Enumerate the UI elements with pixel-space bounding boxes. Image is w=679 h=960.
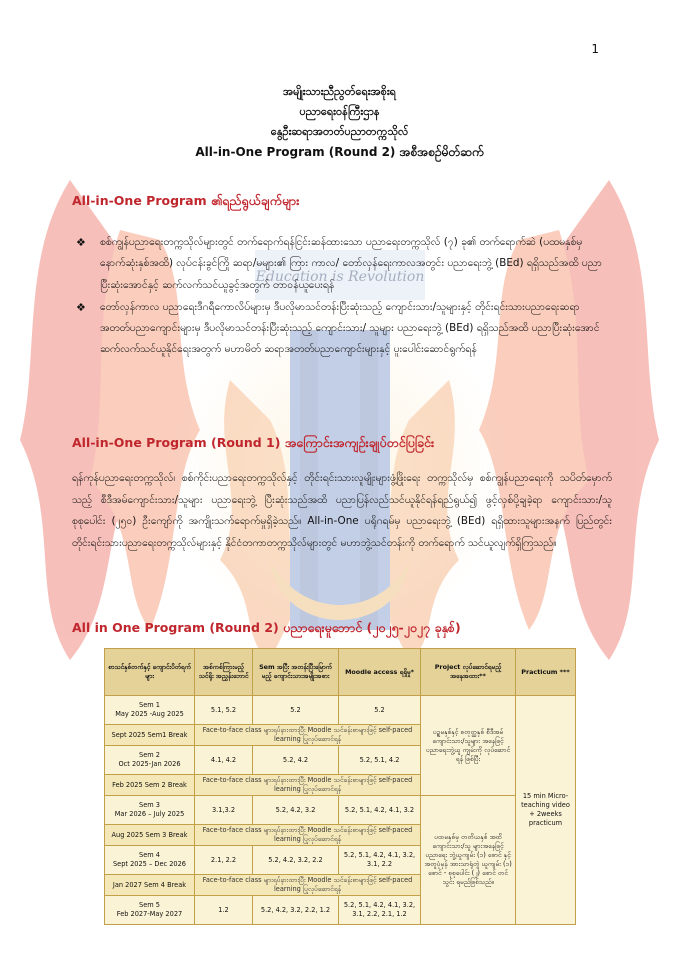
break-note-cell: Face-to-face class များရပ်နားထားပြီး Moodle သင်ခန်းစာများဖြင့် self-paced learning ပြုလုပ်ဆောင်ရန် bbox=[195, 875, 421, 896]
break-note-cell: Face-to-face class များရပ်နားထားပြီး Moodle သင်ခန်းစာများဖြင့် self-paced learning ပြုလုပ်ဆောင်ရန် bbox=[195, 775, 421, 796]
moodle-cell: 5.2, 5.1, 4.2 bbox=[339, 746, 421, 775]
break-label-cell: Jan 2027 Sem 4 Break bbox=[105, 875, 195, 896]
semester-cell: Sem 4 Sept 2025 – Dec 2026 bbox=[105, 846, 195, 875]
moodle-cell: 5.2, 5.1, 4.2, 4.1, 3.2 bbox=[339, 796, 421, 825]
diamond-bullet-icon: ❖ bbox=[76, 236, 86, 249]
project-note-cell: ပဉ္စမနှစ်နှင့် စတုတ္ထနှစ် စီဒီအမ် ကျောင်းသား/သူများ အနေဖြင့် ပညာရေးဘွဲ့ယူ ကျမ်းကို လုပ်ဆောင်ရန် ဖြစ်ပြီး bbox=[421, 696, 516, 796]
round1-summary: ရန်ကုန်ပညာရေးတက္ကသိုလ်၊ စစ်ကိုင်းပညာရေးတက္ကသိုလ်နှင့် တိုင်းရင်းသားလူမျိုးများဖွံ့ဖြိုးရေး တက္ကသိုလ်မှ စစ်ကျွန်ပညာရေးကို သပိတ်မှောက်သည့် စီဒီအမ်ကျောင်းသား/သူများ ပညာရေးဘွဲ့ ပြီးဆုံးသည်အထိ ပညာပြန်လည်သင်ယူနိုင်ရန်ရည်ရွယ်၍ ဖွင့်လှစ်ပို့ချခဲ့ရာ ကျောင်းသား/သူ စုစုပေါင်း (၂၅၀) ဦးကျော်ကို အကျိုးသက်ရောက်မှုရှိခဲ့သည်။ All-in-One ပရိုဂရမ်မှ ပညာရေးဘွဲ့ (BEd) ရရှိထားသူများအနက် ပြည်တွင်း တိုင်းရင်းသားပညာရေးတက္ကသိုလ်များနှင့် နိုင်ငံတကာတက္ကသိုလ်များတွင် မဟာဘွဲ့သင်တန်းကို တက်ရောက် သင်ယူလျက်ရှိကြသည်။ bbox=[72, 472, 612, 549]
break-label-cell: Aug 2025 Sem 3 Break bbox=[105, 825, 195, 846]
break-label-cell: Sept 2025 Sem1 Break bbox=[105, 725, 195, 746]
header-cell-moodle: Moodle access ရရှိမှု* bbox=[339, 649, 421, 696]
practicum-cell: 15 min Micro-teaching video + 2weeks practicum bbox=[516, 696, 576, 925]
program-schedule-table bbox=[104, 648, 576, 925]
header-cell-semester: စာသင်နှစ်တက်နှင့် ကျောင်းပိတ်ရက်များ bbox=[105, 649, 195, 696]
header-ministry: ပညာရေးဝန်ကြီးဌာန bbox=[299, 105, 380, 118]
header-cell-completing: Sem အပြီး အတန်းပြီးမြောက်မည့် ကျောင်းသားအမျိုးအစား bbox=[253, 649, 339, 696]
header-cell-practicum: Practicum *** bbox=[516, 649, 576, 696]
page-number: 1 bbox=[591, 42, 599, 56]
objective-item bbox=[72, 297, 612, 361]
objective-text: စစ်ကျွန်ပညာရေးတက္ကသိုလ်များတွင် တက်ရောက်ရန်ငြင်းဆန်ထားသော ပညာရေးတက္ကသိုလ် (၇) ခု၏ တက်ရောက်ဆဲ (ပထမနှစ်မှ နောက်ဆုံးနှစ်အထိ) လုပ်ငန်းခွင်ကြို ဆရာ/မများ၏ ကြား ကာလ/ တော်လှန်ရေးကာလအတွင်း ပညာရေးဘွဲ့ (BEd) ရရှိသည်အထိ ပညာပြီးဆုံးအောင်နှင့် ဆက်လက်သင်ယူခွင့်အတွက် တာဝန်ယူပေးရန် bbox=[100, 236, 603, 291]
table-row bbox=[105, 796, 576, 825]
break-note-cell: Face-to-face class များရပ်နားထားပြီး Moodle သင်ခန်းစာများဖြင့် self-paced learning ပြုလုပ်ဆောင်ရန် bbox=[195, 725, 421, 746]
semester-cell: Sem 3 Mar 2026 – July 2025 bbox=[105, 796, 195, 825]
break-note-cell: Face-to-face class များရပ်နားထားပြီး Moodle သင်ခန်းစာများဖြင့် self-paced learning ပြုလုပ်ဆောင်ရန် bbox=[195, 825, 421, 846]
courses-cell: 1.2 bbox=[195, 896, 253, 925]
completing-cell: 5.2 bbox=[253, 696, 339, 725]
objective-text: တော်လှန်ကာလ ပညာရေးဒီဂရီကောလိပ်များမှ ဒီပလိုမာသင်တန်းပြီးဆုံးသည့် ကျောင်းသား/သူများနှင့် တိုင်းရင်းသားပညာရေးဆရာအတတ်ပညာကျောင်းများမှ ဒီပလိုမာသင်တန်းပြီးဆုံးသည့် ကျောင်းသား/ သူများ ပညာရေးဘွဲ့ (BEd) ရရှိသည်အထိ ပညာပြီးဆုံးအောင်ဆက်လက်သင်ယူနိုင်ရေးအတွက် မဟာမိတ် ဆရာအတတ်ပညာကျောင်းများနှင့် ပူးပေါင်းဆောင်ရွက်ရန် bbox=[100, 300, 600, 356]
semester-cell: Sem 5 Feb 2027-May 2027 bbox=[105, 896, 195, 925]
header-cell-courses: အစ်ကစ်ကြားမည့်သင်ရိုး အညွှန်းဘောင် bbox=[195, 649, 253, 696]
table-row bbox=[105, 696, 576, 725]
table-header-row bbox=[105, 649, 576, 696]
courses-cell: 2.1, 2.2 bbox=[195, 846, 253, 875]
moodle-cell: 5.2, 5.1, 4.2, 4.1, 3.2, 3.1, 2.2, 2.1, 1.2 bbox=[339, 896, 421, 925]
objectives-list bbox=[72, 232, 612, 362]
objectives-heading: All-in-One Program ၏ရည်ရွယ်ချက်များ bbox=[72, 193, 300, 208]
round1-heading: All-in-One Program (Round 1) အကြောင်းအကျဉ်းချုပ်တင်ပြခြင်း bbox=[72, 435, 435, 450]
semester-cell: Sem 2 Oct 2025-Jan 2026 bbox=[105, 746, 195, 775]
header-government: အမျိုးသားညီညွတ်ရေးအစိုးရ bbox=[283, 85, 396, 98]
break-label-cell: Feb 2025 Sem 2 Break bbox=[105, 775, 195, 796]
header-cell-project: Project လုပ်ဆောင်ရမည့်အနေအထား** bbox=[421, 649, 516, 696]
document-header bbox=[0, 82, 679, 162]
courses-cell: 3.1,3.2 bbox=[195, 796, 253, 825]
moodle-cell: 5.2 bbox=[339, 696, 421, 725]
objective-item bbox=[72, 232, 612, 296]
diamond-bullet-icon: ❖ bbox=[76, 300, 86, 314]
courses-cell: 5.1, 5.2 bbox=[195, 696, 253, 725]
moodle-cell: 5.2, 5.1, 4.2, 4.1, 3.2, 3.1, 2.2 bbox=[339, 846, 421, 875]
completing-cell: 5.2, 4.2, 3.2, 2.2, 1.2 bbox=[253, 896, 339, 925]
header-university: နွေဦးဆရာအတတ်ပညာတက္ကသိုလ် bbox=[270, 125, 409, 138]
completing-cell: 5.2, 4.2, 3.2, 2.2 bbox=[253, 846, 339, 875]
completing-cell: 5.2, 4.2 bbox=[253, 746, 339, 775]
semester-cell: Sem 1 May 2025 -Aug 2025 bbox=[105, 696, 195, 725]
completing-cell: 5.2, 4.2, 3.2 bbox=[253, 796, 339, 825]
courses-cell: 4.1, 4.2 bbox=[195, 746, 253, 775]
project-note-cell: ပထမနှစ်မှ တတိယနှစ် အထိ ကျောင်းသား/သူ များအနေဖြင့် ပညာရေး ဘွဲ့ယူကျမ်း (၁) စောင် နှင့် အတူပုံမှန် အားသာရုံတွဲ ယူကျမ်း (၁) စောင် - စုစုပေါင်း (၂) စောင် တင်သွင်း ရမည်ဖြစ်သည်။ bbox=[421, 796, 516, 925]
round2-heading: All in One Program (Round 2) ပညာရေးမူဘောင် (၂၀၂၅-၂၀၂၇ ခုနှစ်) bbox=[72, 620, 461, 635]
header-program-title: All-in-One Program (Round 2) အစီအစဉ်မိတ်ဆက် bbox=[195, 145, 484, 159]
watermark-motto: Education is Revolution bbox=[255, 269, 425, 285]
